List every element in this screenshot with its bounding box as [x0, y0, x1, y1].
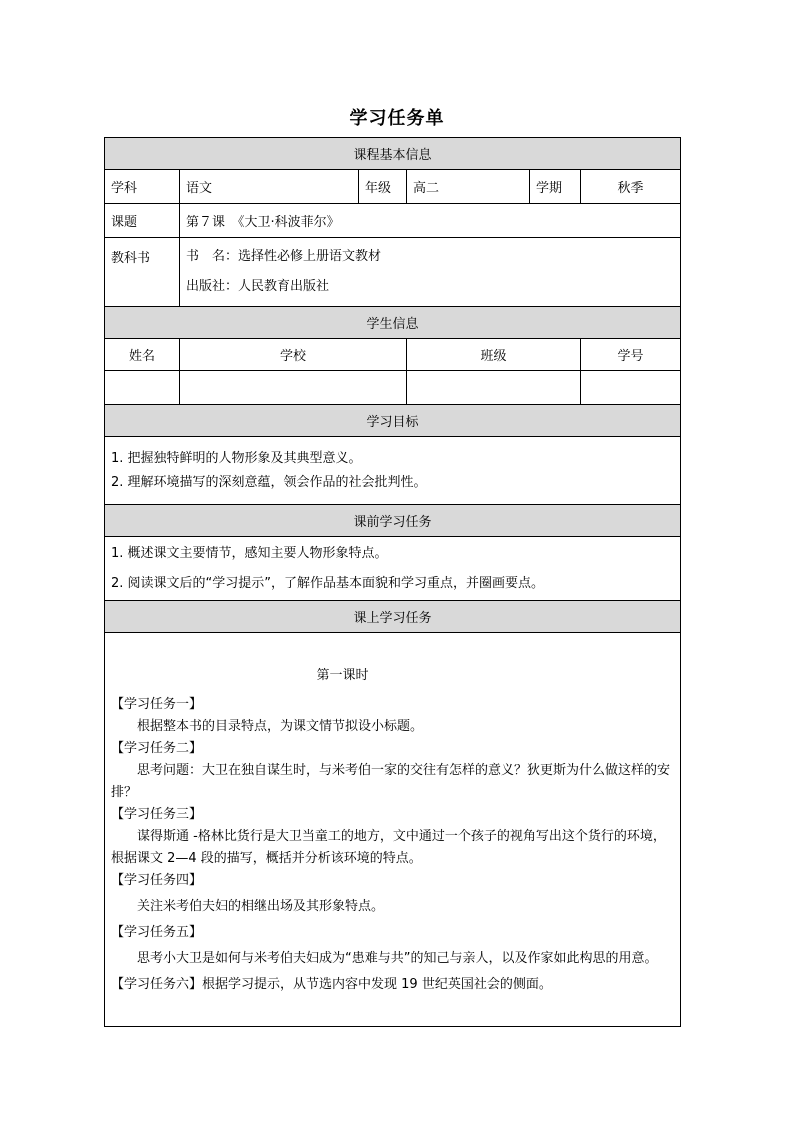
- student-id-cell[interactable]: [581, 371, 681, 405]
- pre-class-header: 课前学习任务: [105, 505, 681, 537]
- goal-item: 1. 把握独特鲜明的人物形象及其典型意义。: [111, 450, 362, 466]
- textbook-value: [180, 238, 681, 307]
- task-text: 谋得斯通 -格林比货行是大卫当童工的地方，文中通过一个孩子的视角写出这个货行的环境，根据课文 2—4 段的描写，概括并分析该环境的特点。: [111, 828, 666, 866]
- book-name: 书 名：选择性必修上册语文教材: [186, 249, 382, 264]
- task-sheet-table: [104, 137, 681, 1027]
- task-tag: 【学习任务四】: [111, 872, 203, 888]
- task-tag: 【学习任务五】: [111, 924, 203, 940]
- in-class-content: [105, 633, 681, 1027]
- subject-label: 学科: [105, 170, 180, 204]
- topic-value: 第７课 《大卫·科波菲尔》: [180, 204, 681, 238]
- task-text: 思考问题：大卫在独自谋生时，与米考伯一家的交往有怎样的意义？狄更斯为什么做这样的安排？: [111, 762, 671, 800]
- task-tag: 【学习任务一】: [111, 696, 203, 712]
- course-info-header: 课程基本信息: [105, 138, 681, 170]
- pre-task-item: 1. 概述课文主要情节，感知主要人物形象特点。: [111, 545, 388, 561]
- goals-header: 学习目标: [105, 405, 681, 437]
- in-class-header: 课上学习任务: [105, 601, 681, 633]
- student-id-header: 学号: [581, 339, 681, 371]
- student-class-header: 班级: [407, 339, 581, 371]
- task-six: [111, 974, 674, 996]
- student-info-header: 学生信息: [105, 307, 681, 339]
- student-name-cell[interactable]: [105, 371, 180, 405]
- task-text: 根据整本书的目录特点，为课文情节拟设小标题。: [137, 718, 424, 734]
- task-tag: 【学习任务三】: [111, 806, 203, 822]
- grade-value: 高二: [407, 170, 530, 204]
- student-name-header: 姓名: [105, 339, 180, 371]
- term-value: 秋季: [581, 170, 681, 204]
- page-title: 学习任务单: [349, 108, 445, 129]
- goal-item: 2. 理解环境描写的深刻意蕴，领会作品的社会批判性。: [111, 474, 427, 490]
- lesson-title: 第一课时: [316, 667, 369, 683]
- textbook-label: 教科书: [105, 238, 180, 307]
- goals-content: [105, 437, 681, 505]
- task-tag: 【学习任务二】: [111, 740, 203, 756]
- term-label: 学期: [530, 170, 581, 204]
- student-class-cell[interactable]: [407, 371, 581, 405]
- book-publisher: 出版社：人民教育出版社: [186, 279, 330, 294]
- pre-task-item: 2. 阅读课文后的“学习提示”，了解作品基本面貌和学习重点，并圈画要点。: [111, 575, 545, 591]
- task-tag: 【学习任务六】: [111, 976, 203, 992]
- student-school-header: 学校: [180, 339, 407, 371]
- task-text: 思考小大卫是如何与米考伯夫妇成为“患难与共”的知己与亲人，以及作家如此构思的用意。: [137, 950, 658, 966]
- pre-class-content: [105, 537, 681, 601]
- student-school-cell[interactable]: [180, 371, 407, 405]
- topic-label: 课题: [105, 204, 180, 238]
- task-text: 关注米考伯夫妇的相继出场及其形象特点。: [137, 898, 385, 914]
- task-text: 根据学习提示，从节选内容中发现 19 世纪英国社会的侧面。: [202, 976, 552, 992]
- grade-label: 年级: [359, 170, 407, 204]
- subject-value: 语文: [180, 170, 359, 204]
